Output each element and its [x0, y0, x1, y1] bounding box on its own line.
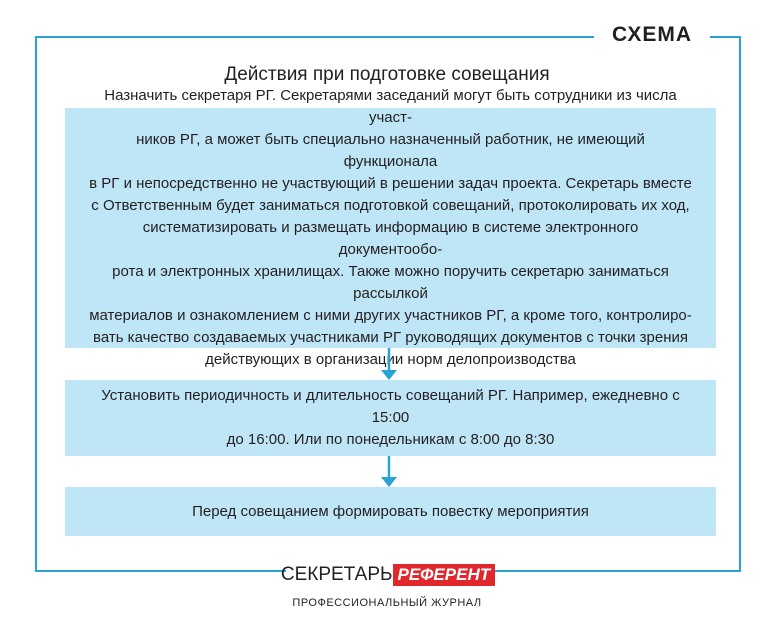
- down-arrow-icon: [377, 456, 401, 487]
- logo-subtitle: ПРОФЕССИОНАЛЬНЫЙ ЖУРНАЛ: [292, 597, 482, 609]
- step-2-text: [89, 385, 692, 451]
- down-arrow-icon: [377, 348, 401, 380]
- step-1-line: систематизировать и размещать информацию в системе электронного документообо-: [142, 219, 639, 258]
- scheme-label: СХЕМА: [594, 18, 710, 52]
- step-1-text: [89, 85, 692, 371]
- step-2-box: [65, 380, 716, 456]
- step-1-line: материалов и ознакомлением с ними других участников РГ, а кроме того, контролиро-: [89, 307, 692, 324]
- step-1-line: рота и электронных хранилищах. Также можно поручить секретарю заниматься рассылкой: [112, 263, 669, 302]
- step-1-line: с Ответственным будет заниматься подготовкой совещаний, протоколировать их ход,: [91, 197, 690, 214]
- step-2-line: до 16:00. Или по понедельникам с 8:00 до 8:30: [226, 431, 555, 448]
- step-1-line: Назначить секретаря РГ. Секретарями заседаний могут быть сотрудники из числа участ-: [104, 87, 677, 126]
- step-1-line: действующих в организации норм делопроизводства: [205, 351, 576, 368]
- journal-logo: [280, 560, 491, 590]
- logo-word-sekretar: СЕКРЕТАРЬ: [280, 564, 393, 585]
- diagram-title: Действия при подготовке совещания: [224, 64, 550, 85]
- step-3-box: [65, 487, 716, 536]
- step-1-box: [65, 87, 716, 368]
- step-1-line: вать качество создаваемых участниками РГ руководящих документов с точки зрения: [93, 329, 688, 346]
- step-3-line: Перед совещанием формировать повестку мероприятия: [192, 502, 589, 520]
- step-2-line: Установить периодичность и длительность совещаний РГ. Например, ежедневно с 15:00: [101, 387, 680, 426]
- step-1-line: ников РГ, а может быть специально назначенный работник, не имеющий функционала: [136, 131, 645, 170]
- step-1-line: в РГ и непосредственно не участвующий в решении задач проекта. Секретарь вместе: [89, 175, 692, 192]
- logo-word-referent: РЕФЕРЕНТ: [393, 564, 495, 586]
